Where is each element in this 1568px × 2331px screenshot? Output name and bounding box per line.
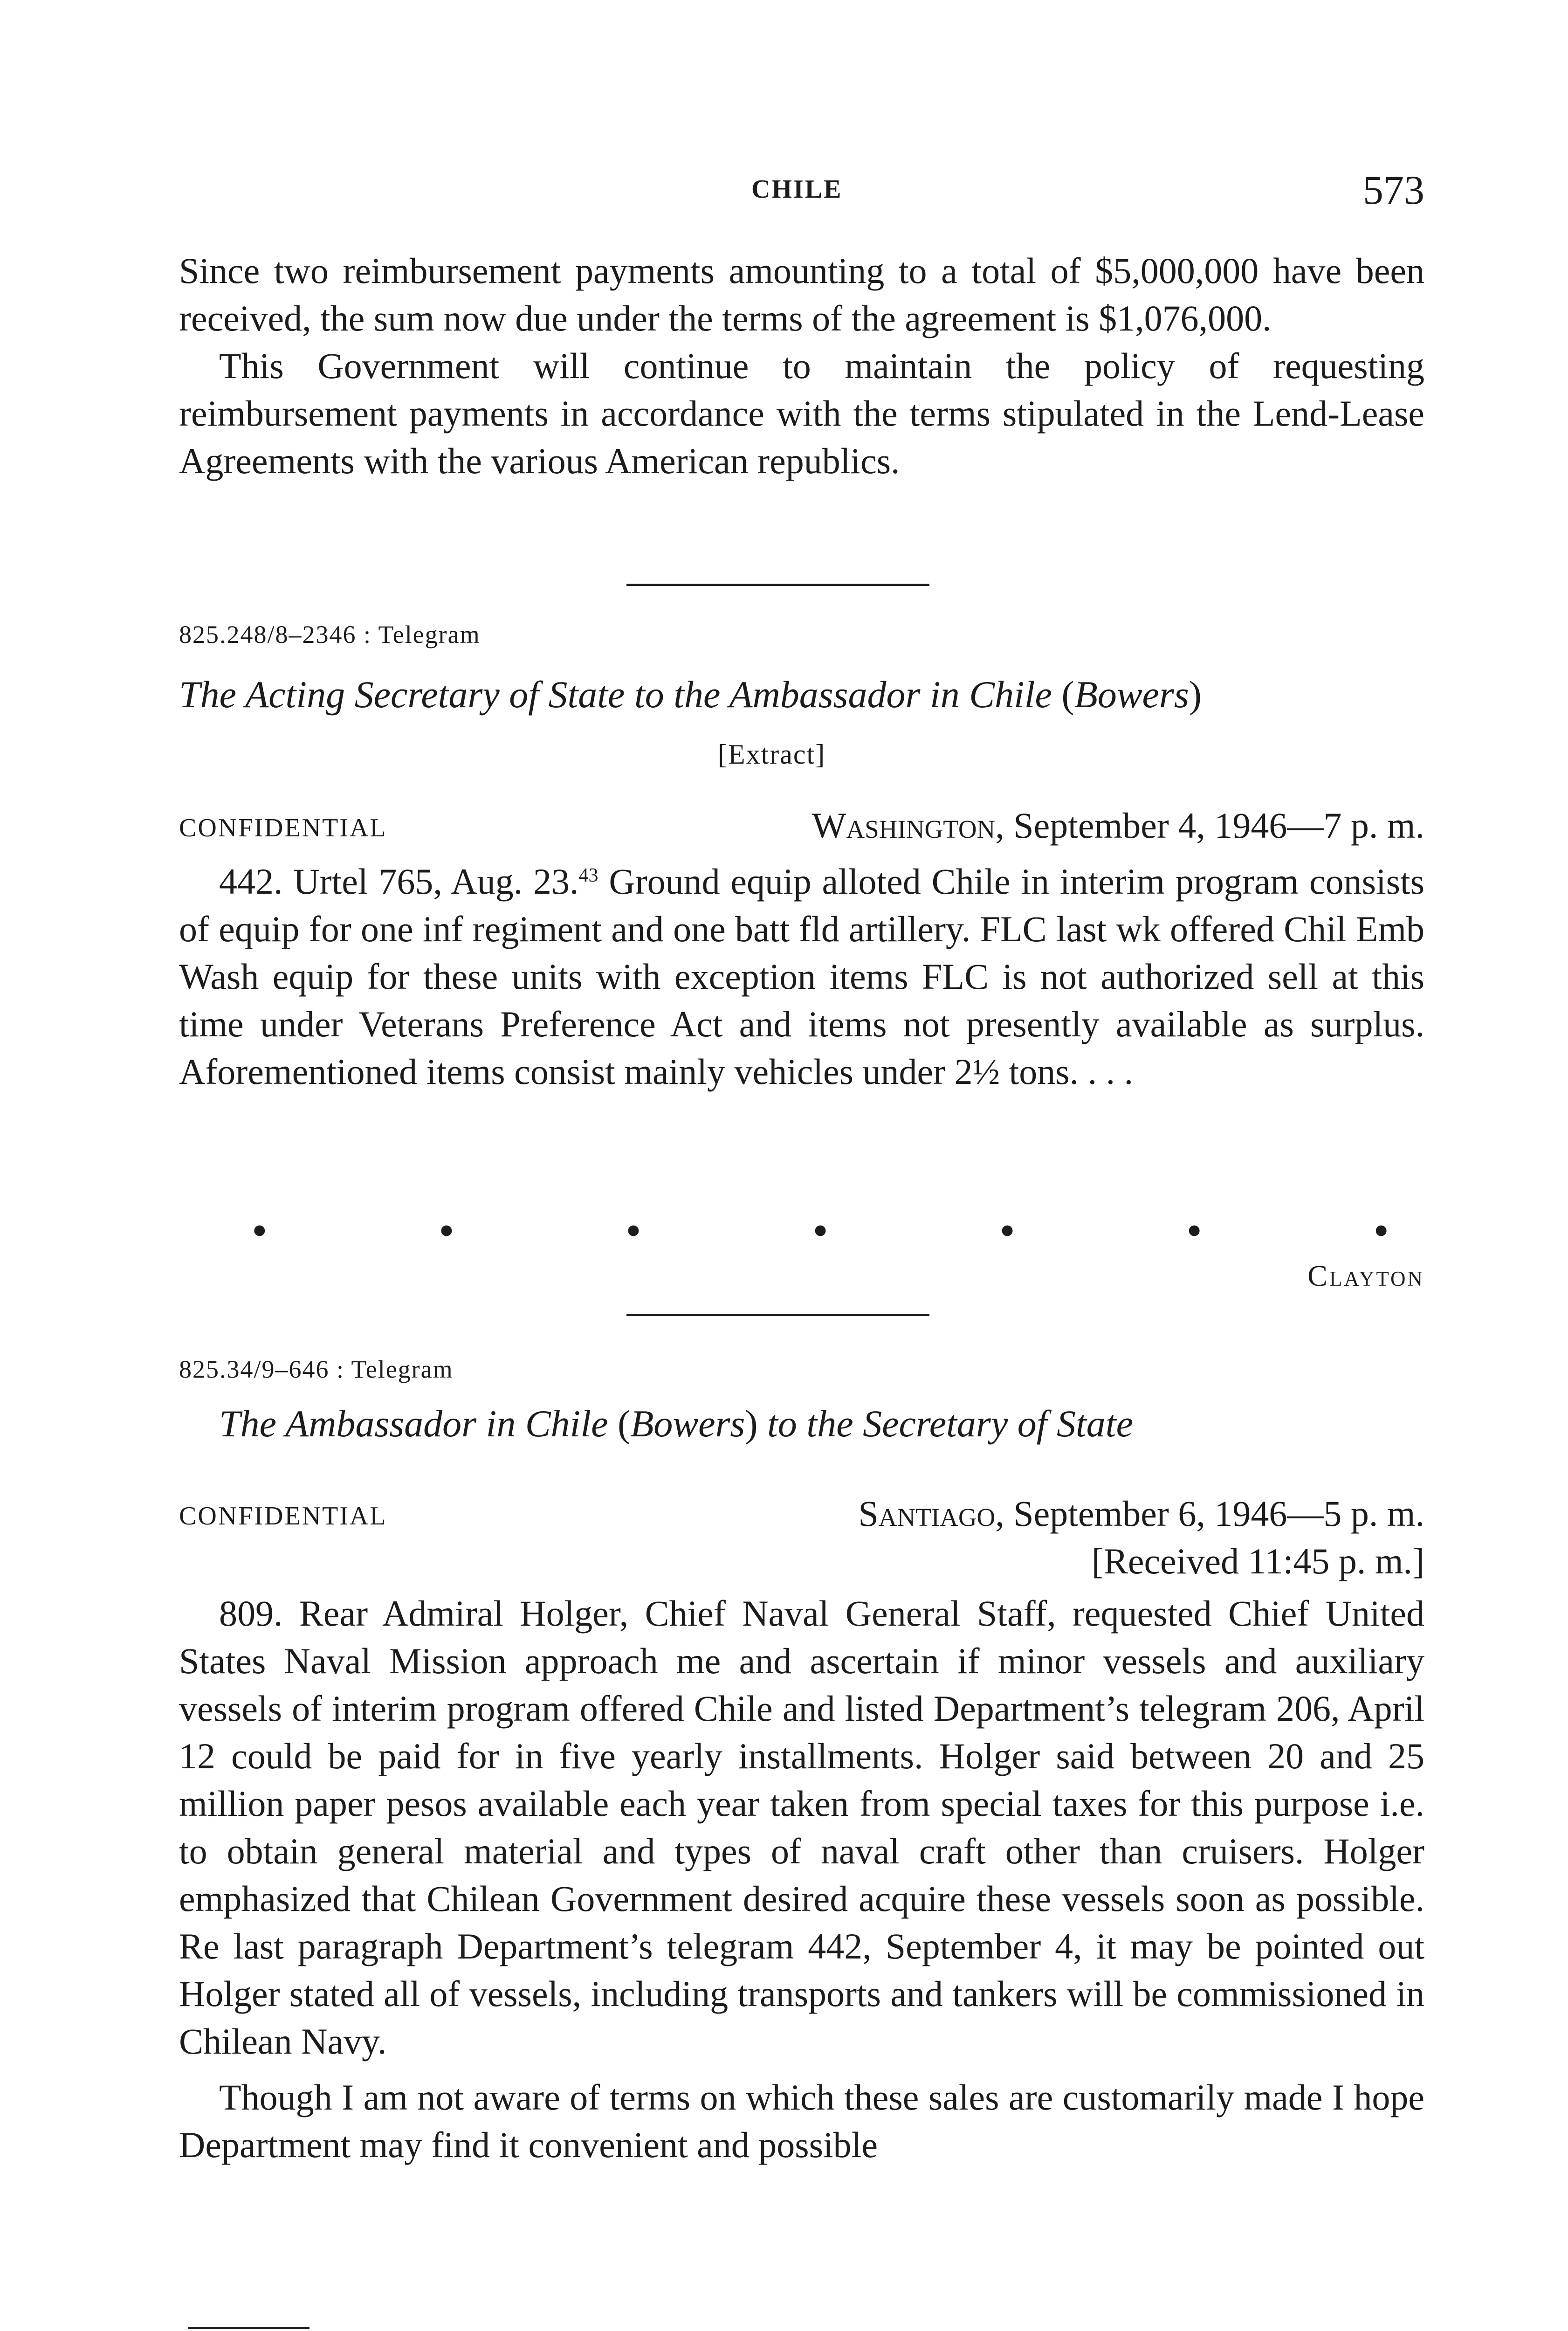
doc2-paragraph-2: Though I am not aware of terms on which these sales are customarily made I hope Department may find it convenient and possible xyxy=(179,2077,1424,2165)
doc1-file-reference: 825.248/8–2346 : Telegram xyxy=(179,621,481,648)
page-number: 573 xyxy=(1363,168,1424,213)
ellipsis-dot: • xyxy=(439,1206,454,1255)
doc1-para-start: 442. Urtel 765, Aug. 23. xyxy=(219,861,579,902)
doc2-paragraph-1: 809. Rear Admiral Holger, Chief Naval General Staff, requested Chief United States Naval Mission approach me and ascertain if minor vessels and auxiliary vessels of interim program offered Chile and listed Department’s telegram 206, April 12 could be paid for in five yearly installments. Holger said between 20 and 25 million paper pesos available each year taken from special taxes for this purpose i.e. to obtain general material and types of naval craft other than cruisers. Holger emphasized that Chilean Government desired acquire these vessels soon as possible. Re last paragraph Department’s telegram 442, September 4, it may be pointed out Holger stated all of vessels, including transports and tankers will be commissioned in Chilean Navy. xyxy=(179,1593,1424,2062)
doc1-classification: CONFIDENTIAL xyxy=(179,814,387,842)
doc2-place: Santiago xyxy=(858,1493,996,1534)
ellipsis-dot: • xyxy=(252,1206,268,1255)
continuation-text xyxy=(179,247,1424,485)
doc1-para-rest: Ground equip alloted Chile in interim program consists of equip for one inf regiment and one batt fld artillery. FLC last wk offered Chil Emb Wash equip for these units with exception items FLC is not authorized sell at this time under Veterans Preference Act and items not presently available as surplus. Aforementioned items consist mainly vehicles under 2½ tons. . . . xyxy=(179,861,1424,1092)
doc1-ellipsis-row xyxy=(252,1206,1389,1255)
ellipsis-dot: • xyxy=(812,1206,828,1255)
doc2-body xyxy=(179,1590,1424,2169)
doc1-heading-text: The Acting Secretary of State to the Ambassador in Chile xyxy=(179,673,1052,716)
doc2-heading: The Ambassador in Chile (Bowers) to the Secretary of State xyxy=(219,1402,1133,1445)
ellipsis-dot: • xyxy=(1373,1206,1389,1255)
doc2-dateline-row xyxy=(179,1490,1424,1541)
footnote-reference: 43 xyxy=(578,865,598,886)
doc1-body xyxy=(179,858,1424,1096)
doc1-extract-note: [Extract] xyxy=(718,739,826,770)
ellipsis-dot: • xyxy=(1186,1206,1202,1255)
running-head xyxy=(0,170,1568,216)
doc2-dateline xyxy=(858,1490,1424,1538)
footnote-rule xyxy=(188,2327,309,2329)
doc1-paragraph xyxy=(179,858,1424,1096)
doc2-heading-text: The Ambassador in Chile xyxy=(219,1402,608,1445)
continuation-paragraph-2: This Government will continue to maintain the policy of requesting reimbursement payments in accordance with the terms stipulated in the Lend-Lease Agreements with the various American republics. xyxy=(179,345,1424,481)
ellipsis-dot: • xyxy=(626,1206,641,1255)
ellipsis-dot: • xyxy=(999,1206,1015,1255)
section-divider-1 xyxy=(626,584,929,586)
continuation-paragraph-1: Since two reimbursement payments amounting to a total of $5,000,000 have been received, the sum now due under the terms of the agreement is $1,076,000. xyxy=(179,250,1424,338)
running-head-title: CHILE xyxy=(751,175,843,204)
doc1-dateline-row xyxy=(179,802,1424,853)
doc1-place: Washington xyxy=(812,805,996,846)
doc1-heading: The Acting Secretary of State to the Ambassador in Chile (Bowers) xyxy=(179,673,1202,716)
doc2-received-note: [Received 11:45 p. m.] xyxy=(1091,1541,1424,1581)
doc1-date: , September 4, 1946—7 p. m. xyxy=(995,805,1424,846)
doc2-classification: CONFIDENTIAL xyxy=(179,1502,387,1531)
section-divider-2 xyxy=(626,1314,929,1316)
doc2-file-reference: 825.34/9–646 : Telegram xyxy=(179,1355,454,1383)
doc1-signature: Clayton xyxy=(1307,1259,1424,1292)
doc1-heading-name: Bowers xyxy=(1074,673,1189,716)
doc2-heading-text-post: to the Secretary of State xyxy=(767,1402,1133,1445)
doc1-dateline xyxy=(812,802,1424,849)
doc2-date: , September 6, 1946—5 p. m. xyxy=(995,1493,1424,1534)
doc2-heading-name: Bowers xyxy=(630,1402,745,1445)
